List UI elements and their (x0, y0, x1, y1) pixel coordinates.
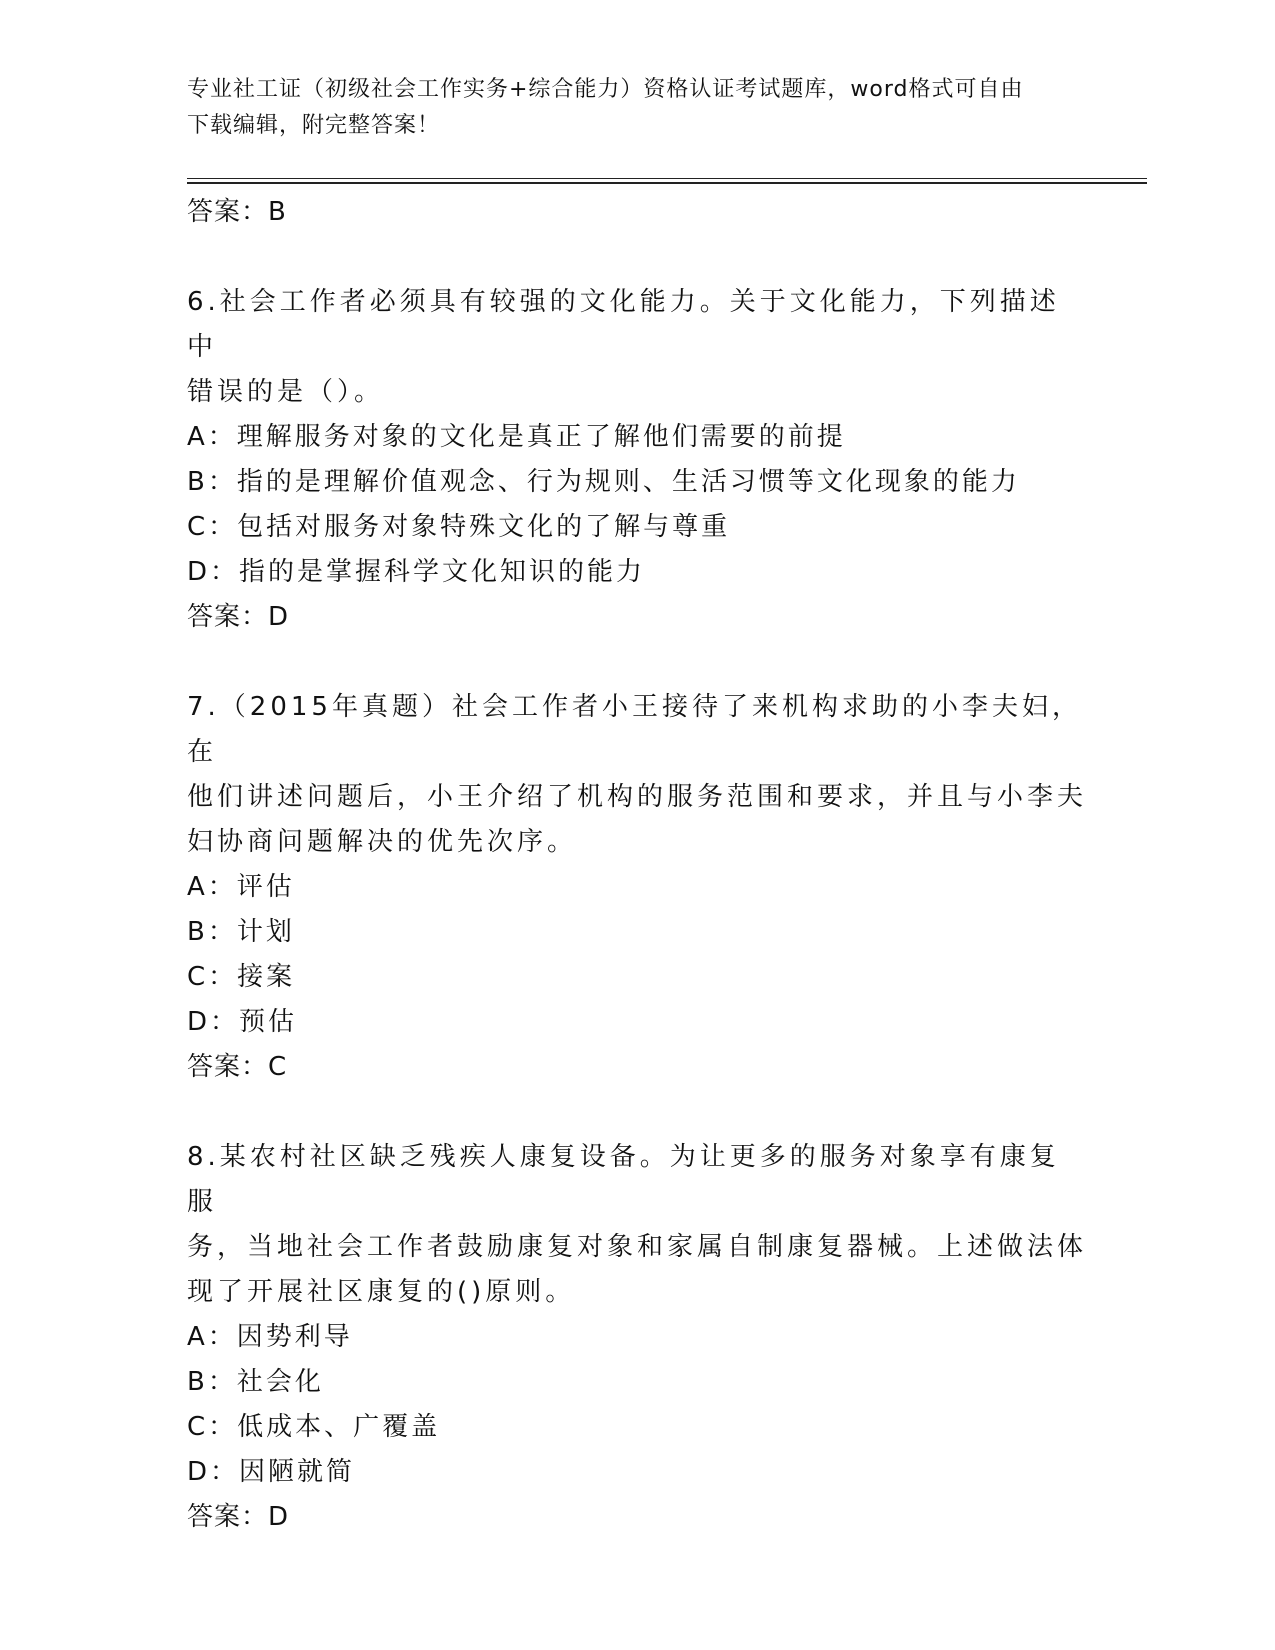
header-line-1: 专业社工证（初级社会工作实务+综合能力）资格认证考试题库，word格式可自由 (187, 77, 1024, 102)
question-list (187, 190, 1087, 1539)
question-text-line: 6.社会工作者必须具有较强的文化能力。关于文化能力，下列描述中 (187, 287, 1060, 362)
header-line-2: 下载编辑，附完整答案！ (187, 113, 441, 138)
option-c: C：包括对服务对象特殊文化的了解与尊重 (187, 512, 731, 542)
option-d: D：因陋就简 (187, 1457, 356, 1487)
option-b: B：社会化 (187, 1367, 324, 1397)
page-header (187, 72, 1087, 144)
option-d: D：指的是掌握科学文化知识的能力 (187, 557, 646, 587)
question-text-line: 现了开展社区康复的()原则。 (187, 1277, 576, 1307)
question-text-line: 7.（2015年真题）社会工作者小王接待了来机构求助的小李夫妇，在 (187, 692, 1082, 767)
question-block (187, 280, 1087, 639)
option-c: C：低成本、广覆盖 (187, 1412, 441, 1442)
answer-line: 答案：D (187, 602, 290, 632)
question-block (187, 685, 1087, 1089)
option-b: B：计划 (187, 917, 295, 947)
answer-line: 答案：C (187, 1052, 288, 1082)
option-a: A：理解服务对象的文化是真正了解他们需要的前提 (187, 422, 846, 452)
question-text-line: 8.某农村社区缺乏残疾人康复设备。为让更多的服务对象享有康复服 (187, 1142, 1060, 1217)
question-text-line: 务，当地社会工作者鼓励康复对象和家属自制康复器械。上述做法体 (187, 1232, 1088, 1262)
option-a: A：评估 (187, 872, 295, 902)
header-rule-thin (187, 178, 1147, 179)
question-text-line: 他们讲述问题后，小王介绍了机构的服务范围和要求，并且与小李夫 (187, 782, 1088, 812)
question-block (187, 1135, 1087, 1539)
header-rule-thick (187, 182, 1147, 184)
question-text-line: 妇协商问题解决的优先次序。 (187, 827, 578, 857)
question-text-line: 错误的是（）。 (187, 377, 385, 407)
option-b: B：指的是理解价值观念、行为规则、生活习惯等文化现象的能力 (187, 467, 1020, 497)
option-a: A：因势利导 (187, 1322, 353, 1352)
answer-line: 答案：D (187, 1502, 290, 1532)
answer-line: 答案：B (187, 197, 287, 227)
option-c: C：接案 (187, 962, 296, 992)
option-d: D：预估 (187, 1007, 298, 1037)
